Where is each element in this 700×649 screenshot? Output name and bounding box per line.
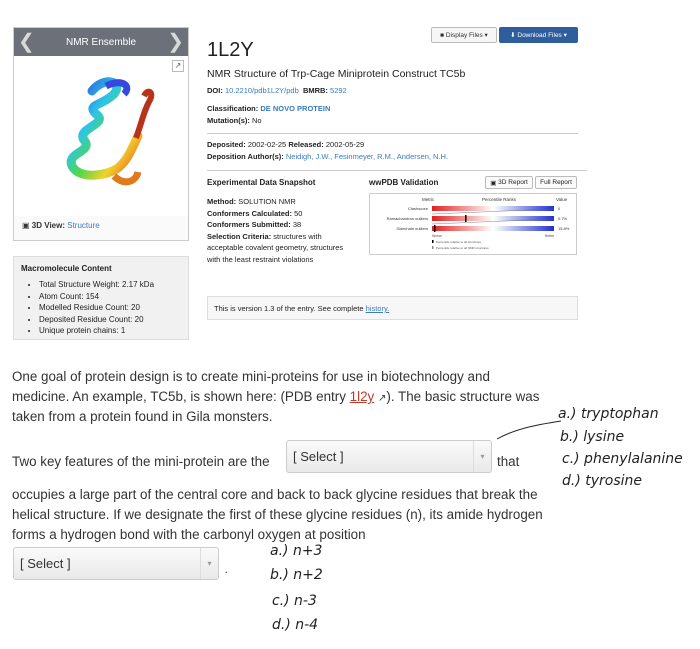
handwritten-option: b.) n+2	[270, 567, 323, 583]
mutation-value: No	[252, 116, 262, 125]
sub-value: 38	[292, 220, 302, 230]
display-files-label: Display Files	[445, 31, 483, 39]
method-label: Method:	[207, 197, 237, 206]
caret-down-icon: ▾	[561, 32, 567, 39]
metric-sidechain: Sidechain outliers	[396, 226, 428, 231]
released-label: Released:	[288, 140, 324, 149]
bmrb-link[interactable]: 5292	[330, 86, 347, 95]
method-value: SOLUTION NMR	[238, 197, 296, 206]
sub-label: Conformers Submitted:	[207, 220, 291, 230]
paragraph-line: forms a hydrogen bond with the carbonyl oxygen at position	[12, 527, 366, 542]
legend-all: Percentile relative to all structures	[436, 240, 482, 244]
handwritten-option: c.) n-3	[272, 593, 317, 609]
cube-icon: ▣	[22, 221, 30, 230]
expand-icon[interactable]: ↗	[172, 60, 184, 72]
mutation-row	[207, 116, 262, 125]
paragraph-line: Two key features of the mini-protein are the	[12, 454, 270, 469]
full-report-button[interactable]: Full Report	[535, 176, 577, 189]
version-note	[207, 296, 578, 320]
version-text: This is version 1.3 of the entry. See complete	[214, 304, 364, 313]
criteria-value: structures with acceptable covalent geometry, structures with the least restraint violations	[207, 231, 344, 264]
snapshot-title: Experimental Data Snapshot	[207, 178, 316, 187]
select-value: [ Select ]	[20, 556, 71, 571]
history-link[interactable]: history.	[365, 304, 390, 313]
value-sidechain: 15.8%	[558, 226, 570, 231]
handwritten-option: d.) tyrosine	[562, 473, 643, 489]
structure-carousel	[13, 27, 189, 241]
caret-down-icon: ▾	[482, 32, 488, 39]
legend-nmr: Percentile relative to all NMR structures	[436, 246, 489, 250]
divider	[207, 170, 587, 171]
paragraph-line: occupies a large part of the central core and back to back glycine residues that break the	[12, 487, 538, 502]
page-title: 1L2Y	[207, 39, 254, 61]
carousel-header	[14, 28, 188, 56]
deposited-label: Deposited:	[207, 140, 246, 149]
paragraph-line: helical structure. If we designate the first of these glycine residues (n), its amide hydrogen	[12, 507, 543, 522]
handwritten-pointer	[495, 415, 565, 445]
text-span: medicine. An example, TC5b, is shown here: (PDB entry	[12, 389, 346, 404]
handwritten-option: c.) phenylalanine	[562, 451, 683, 467]
classification-label: Classification:	[207, 104, 259, 113]
handwritten-option: a.) n+3	[270, 543, 323, 559]
validation-slider-graphic[interactable]	[369, 193, 577, 255]
carousel-title: NMR Ensemble	[65, 36, 137, 48]
chevron-down-icon: ▾	[473, 441, 491, 472]
list-item: • Unique protein chains: 1	[39, 325, 181, 337]
macro-heading: Macromolecule Content	[21, 264, 112, 273]
bmrb-label: BMRB:	[302, 86, 328, 95]
protein-structure-image[interactable]	[14, 56, 188, 216]
cube-icon: ▣	[490, 179, 499, 187]
worse-label: Worse	[432, 234, 443, 238]
list-item: • Atom Count: 154	[39, 291, 181, 303]
col-percentile: Percentile Ranks	[482, 197, 517, 202]
better-label: Better	[545, 234, 555, 238]
handwritten-dot: .	[225, 565, 229, 576]
value-clashscore: 0	[558, 206, 561, 211]
3d-view-label: 3D View:	[31, 221, 65, 230]
handwritten-option: b.) lysine	[560, 429, 625, 445]
3d-report-button[interactable]	[485, 176, 533, 189]
display-files-button[interactable]	[431, 27, 497, 43]
handwritten-option: a.) tryptophan	[558, 406, 659, 422]
criteria-label: Selection Criteria:	[207, 231, 272, 241]
macromolecule-panel	[13, 256, 189, 340]
file-icon: ■	[440, 31, 446, 39]
authors-label: Deposition Author(s):	[207, 152, 284, 161]
divider	[207, 133, 578, 134]
doi-label: DOI:	[207, 86, 223, 95]
download-files-label: Download Files	[517, 31, 562, 39]
pdb-link[interactable]: 1l2y	[349, 389, 375, 404]
chevron-right-icon[interactable]: ❯	[167, 31, 184, 53]
metric-ramachandran: Ramachandran outliers	[386, 216, 428, 221]
download-files-button[interactable]	[499, 27, 578, 43]
doi-row	[207, 86, 347, 95]
classification-link[interactable]: DE NOVO PROTEIN	[260, 104, 331, 113]
doi-link[interactable]: 10.2210/pdb1L2Y/pdb	[224, 86, 299, 95]
chevron-down-icon: ▾	[200, 548, 218, 579]
text-span: ). The basic structure was	[386, 389, 540, 404]
external-link-icon: ↗	[377, 393, 387, 404]
3d-report-label: 3D Report	[498, 179, 528, 186]
3d-view-row	[22, 221, 100, 230]
list-item: • Modelled Residue Count: 20	[39, 302, 181, 314]
col-metric: Metric	[422, 197, 435, 202]
dates-row	[207, 140, 364, 149]
paragraph-line: One goal of protein design is to create mini-proteins for use in biotechnology and	[12, 369, 490, 384]
list-item: • Total Structure Weight: 2.17 kDa	[39, 279, 181, 291]
paragraph-line	[12, 387, 539, 409]
snapshot-details	[207, 196, 357, 266]
chevron-left-icon[interactable]: ❮	[18, 31, 35, 53]
structure-subtitle: NMR Structure of Trp-Cage Miniprotein Construct TC5b	[207, 68, 466, 80]
released-value: 2002-05-29	[325, 140, 365, 149]
authors-link[interactable]: Neidigh, J.W., Fesinmeyer, R.M., Andersen, N.H.	[285, 152, 449, 161]
validation-title: wwPDB Validation	[369, 178, 439, 187]
calc-label: Conformers Calculated:	[207, 208, 293, 218]
calc-value: 50	[294, 208, 303, 218]
col-value: Value	[556, 197, 568, 202]
structure-link[interactable]: Structure	[67, 221, 100, 230]
mutation-label: Mutation(s):	[207, 116, 250, 125]
value-ramachandran: 0.7%	[558, 216, 568, 221]
download-icon: ⬇	[510, 32, 518, 39]
list-item: • Deposited Residue Count: 20	[39, 314, 181, 326]
paragraph-line: taken from a protein found in Gila monsters.	[12, 409, 273, 424]
select-value: [ Select ]	[293, 449, 344, 464]
classification-row	[207, 104, 330, 113]
deposited-value: 2002-02-25	[247, 140, 287, 149]
select-dropdown-2[interactable]	[13, 547, 219, 580]
macro-list	[21, 279, 181, 337]
authors-row	[207, 152, 448, 161]
metric-clashscore: Clashscore	[407, 206, 428, 211]
paragraph-line: that	[497, 454, 520, 469]
select-dropdown-1[interactable]	[286, 440, 492, 473]
handwritten-option: d.) n-4	[272, 617, 319, 633]
